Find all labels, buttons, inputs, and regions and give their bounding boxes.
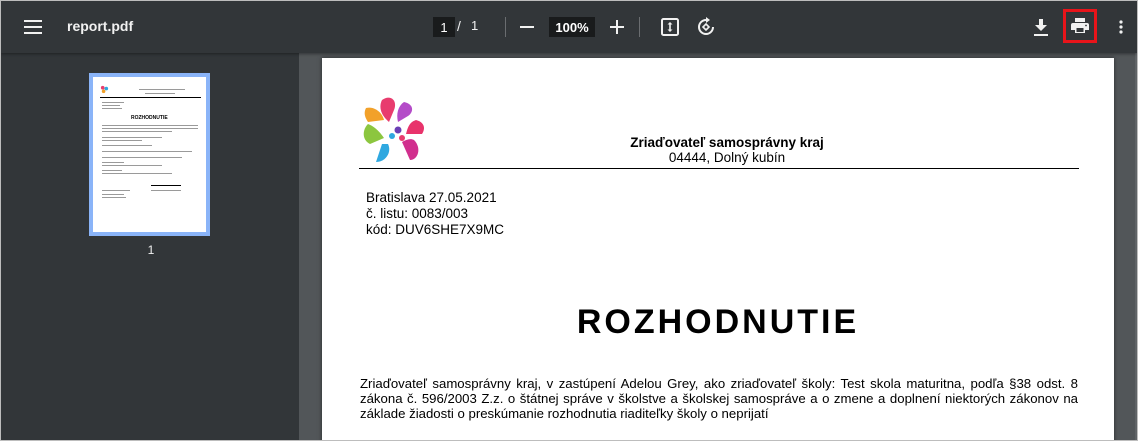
thumbnail-line <box>102 128 198 129</box>
zoom-input[interactable]: 100% <box>549 17 595 37</box>
zoom-out-button[interactable] <box>517 17 537 37</box>
thumbnail-line <box>102 105 120 106</box>
thumbnail-line <box>102 125 198 126</box>
document-code: kód: DUV6SHE7X9MC <box>366 222 505 237</box>
zoom-in-button[interactable] <box>607 17 627 37</box>
thumbnail-line <box>151 190 181 191</box>
rotate-button[interactable] <box>695 15 717 39</box>
download-icon <box>1034 19 1048 36</box>
page-number-input[interactable]: 1 <box>433 17 455 37</box>
plus-icon <box>610 20 624 34</box>
download-button[interactable] <box>1031 16 1051 38</box>
toolbar <box>1 1 1137 53</box>
thumbnail-line <box>102 151 192 152</box>
toolbar-divider <box>505 17 506 37</box>
fit-page-icon <box>661 18 679 36</box>
thumbnail-line <box>102 140 142 141</box>
menu-icon <box>24 20 42 34</box>
thumbnail-line <box>102 102 124 103</box>
thumbnail-logo-icon <box>100 85 109 94</box>
thumbnail-line <box>139 89 185 90</box>
letter-number: č. listu: 0083/003 <box>366 206 469 221</box>
page-separator: / <box>457 18 461 34</box>
document-viewer[interactable] <box>299 53 1137 440</box>
thumbnail-line <box>102 145 152 146</box>
date-line: Bratislava 27.05.2021 <box>366 190 497 205</box>
pdf-page <box>322 58 1114 440</box>
more-options-button[interactable] <box>1111 17 1131 37</box>
viewer-scrollbar[interactable] <box>1135 53 1137 440</box>
print-icon <box>1071 18 1089 34</box>
organization-logo-icon <box>358 94 434 170</box>
thumbnail-line <box>102 165 162 166</box>
thumbnail-sidebar <box>1 53 299 440</box>
thumbnail-line <box>145 93 175 94</box>
organization-address: 04444, Dolný kubín <box>668 150 786 165</box>
thumbnail-line <box>102 190 130 191</box>
thumbnail-line <box>102 197 126 198</box>
thumbnail-line <box>102 173 172 174</box>
organization-name: Zriaďovateľ samosprávny kraj <box>630 135 824 150</box>
fit-page-button[interactable] <box>659 16 681 38</box>
thumbnail-line <box>102 137 162 138</box>
more-vert-icon <box>1119 20 1123 34</box>
thumbnail-heading: ROZHODNUTIE <box>131 115 168 121</box>
thumbnail-line <box>151 185 181 186</box>
toolbar-divider <box>639 17 640 37</box>
thumbnail-line <box>102 131 172 132</box>
document-title: report.pdf <box>67 18 134 34</box>
thumbnail-line <box>102 170 122 171</box>
thumbnail-line <box>102 194 124 195</box>
menu-button[interactable] <box>21 15 45 39</box>
body-paragraph: Zriaďovateľ samosprávny kraj, v zastúpení Adelou Grey, ako zriaďovateľ školy: Test skola maturitna, podľa §38 odst. 8 zákona č. 596/2003 Z.z. o štátnej správe v školstve a školskej samospráve a o zmene a doplnení niektorých zákonov na základe žiadosti o preskúmanie rozhodnutia riaditeľky školy o neprijatí <box>360 376 1078 421</box>
rotate-icon <box>696 17 716 37</box>
document-heading: ROZHODNUTIE <box>576 303 860 341</box>
thumbnail-line <box>102 108 122 109</box>
page-thumbnail[interactable] <box>89 73 210 236</box>
header-divider <box>359 168 1079 169</box>
thumbnail-line <box>102 157 182 158</box>
minus-icon <box>520 20 534 34</box>
thumbnail-line <box>100 97 201 98</box>
thumbnail-line <box>102 162 124 163</box>
thumbnail-page-number: 1 <box>147 243 155 257</box>
print-button[interactable] <box>1063 9 1097 43</box>
page-total: 1 <box>471 18 479 33</box>
